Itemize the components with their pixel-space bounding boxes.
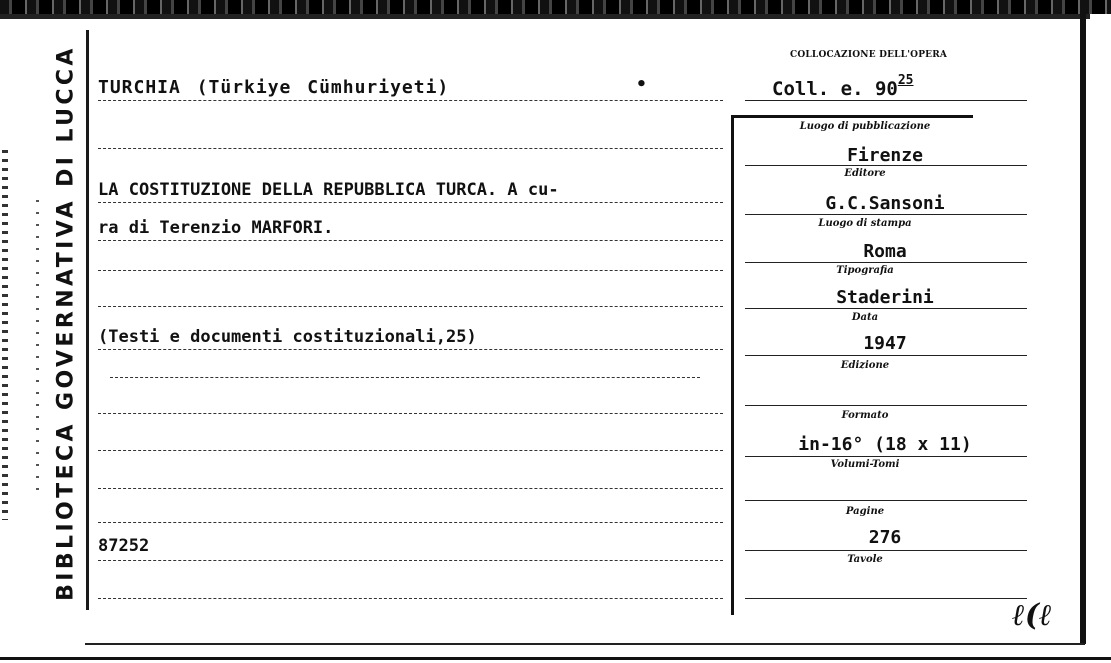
- field-rule-10: [745, 598, 1027, 599]
- field-value-pages: 276: [868, 527, 902, 548]
- shelfmark: [772, 73, 914, 100]
- handwritten-mark: ℓ(ℓ: [1012, 598, 1052, 633]
- scan-left-speckle-2: [36, 200, 39, 500]
- blank-rule-7: [98, 488, 723, 489]
- field-label-pages: Pagine: [845, 506, 885, 517]
- field-rule-3: [745, 262, 1027, 263]
- blank-rule-9: [98, 598, 723, 599]
- title-rule-1: [98, 202, 723, 203]
- field-label-format: Formato: [841, 410, 889, 421]
- shelfmark-label: COLLOCAZIONE DELL'OPERA: [790, 50, 948, 60]
- heading-mark: •: [636, 74, 647, 95]
- scan-bottom-border: [0, 657, 1111, 660]
- shelfmark-value: Coll. e. 90: [772, 78, 898, 100]
- field-label-place-of-publication: Luogo di pubblicazione: [799, 121, 931, 132]
- field-label-plates: Tavole: [847, 554, 883, 565]
- scan-top-border: [0, 0, 1111, 14]
- field-label-printer: Tipografia: [836, 265, 894, 276]
- field-label-volumes: Volumi-Tomi: [830, 459, 900, 470]
- field-rule-6: [745, 405, 1027, 406]
- shelfmark-superscript: 25: [897, 73, 914, 88]
- field-value-place-of-printing: Roma: [863, 241, 907, 262]
- heading-underline: [98, 100, 723, 101]
- panel-top-line: [731, 115, 973, 118]
- blank-rule-8: [98, 522, 723, 523]
- blank-rule-5: [98, 413, 723, 414]
- title-line-1: LA COSTITUZIONE DELLA REPUBBLICA TURCA. A cu-: [98, 180, 559, 200]
- field-label-date: Data: [851, 312, 879, 323]
- card-bottom-edge: [85, 643, 1085, 645]
- field-value-format: in-16° (18 x 11): [798, 434, 972, 455]
- shelfmark-rule: [745, 100, 1027, 101]
- card-top-edge: [0, 14, 1090, 19]
- field-label-place-of-printing: Luogo di stampa: [818, 218, 912, 229]
- series-rule: [98, 349, 723, 350]
- card-right-edge: [1080, 14, 1086, 644]
- field-rule-4: [745, 308, 1027, 309]
- blank-rule-4: [110, 377, 700, 378]
- blank-rule-1: [98, 148, 723, 149]
- inventory-number: 87252: [98, 536, 150, 556]
- field-rule-9: [745, 550, 1027, 551]
- field-value-date: 1947: [863, 333, 907, 354]
- series-note: (Testi e documenti costituzionali,25): [98, 327, 477, 347]
- field-value-publisher: G.C.Sansoni: [825, 193, 945, 214]
- card-left-margin-line: [86, 30, 89, 610]
- field-label-edition: Edizione: [840, 360, 890, 371]
- blank-rule-6: [98, 450, 723, 451]
- field-rule-8: [745, 500, 1027, 501]
- field-label-publisher: Editore: [844, 168, 886, 179]
- library-name: BIBLIOTECA GOVERNATIVA DI LUCCA: [53, 45, 79, 601]
- blank-rule-3: [98, 306, 723, 307]
- field-rule-1: [745, 165, 1027, 166]
- panel-left-line: [731, 115, 734, 615]
- field-value-place-of-publication: Firenze: [847, 145, 923, 166]
- title-line-2: ra di Terenzio MARFORI.: [98, 218, 334, 238]
- scan-left-speckle: [2, 150, 8, 520]
- field-value-printer: Staderini: [836, 287, 934, 308]
- field-rule-7: [745, 456, 1027, 457]
- title-rule-2: [98, 240, 723, 241]
- heading: [98, 77, 449, 98]
- inventory-rule: [98, 560, 723, 561]
- field-rule-2: [745, 214, 1027, 215]
- blank-rule-2: [98, 270, 723, 271]
- field-rule-5: [745, 355, 1027, 356]
- heading-text: TURCHIA (Türkiye Cümhuriyeti): [98, 77, 450, 98]
